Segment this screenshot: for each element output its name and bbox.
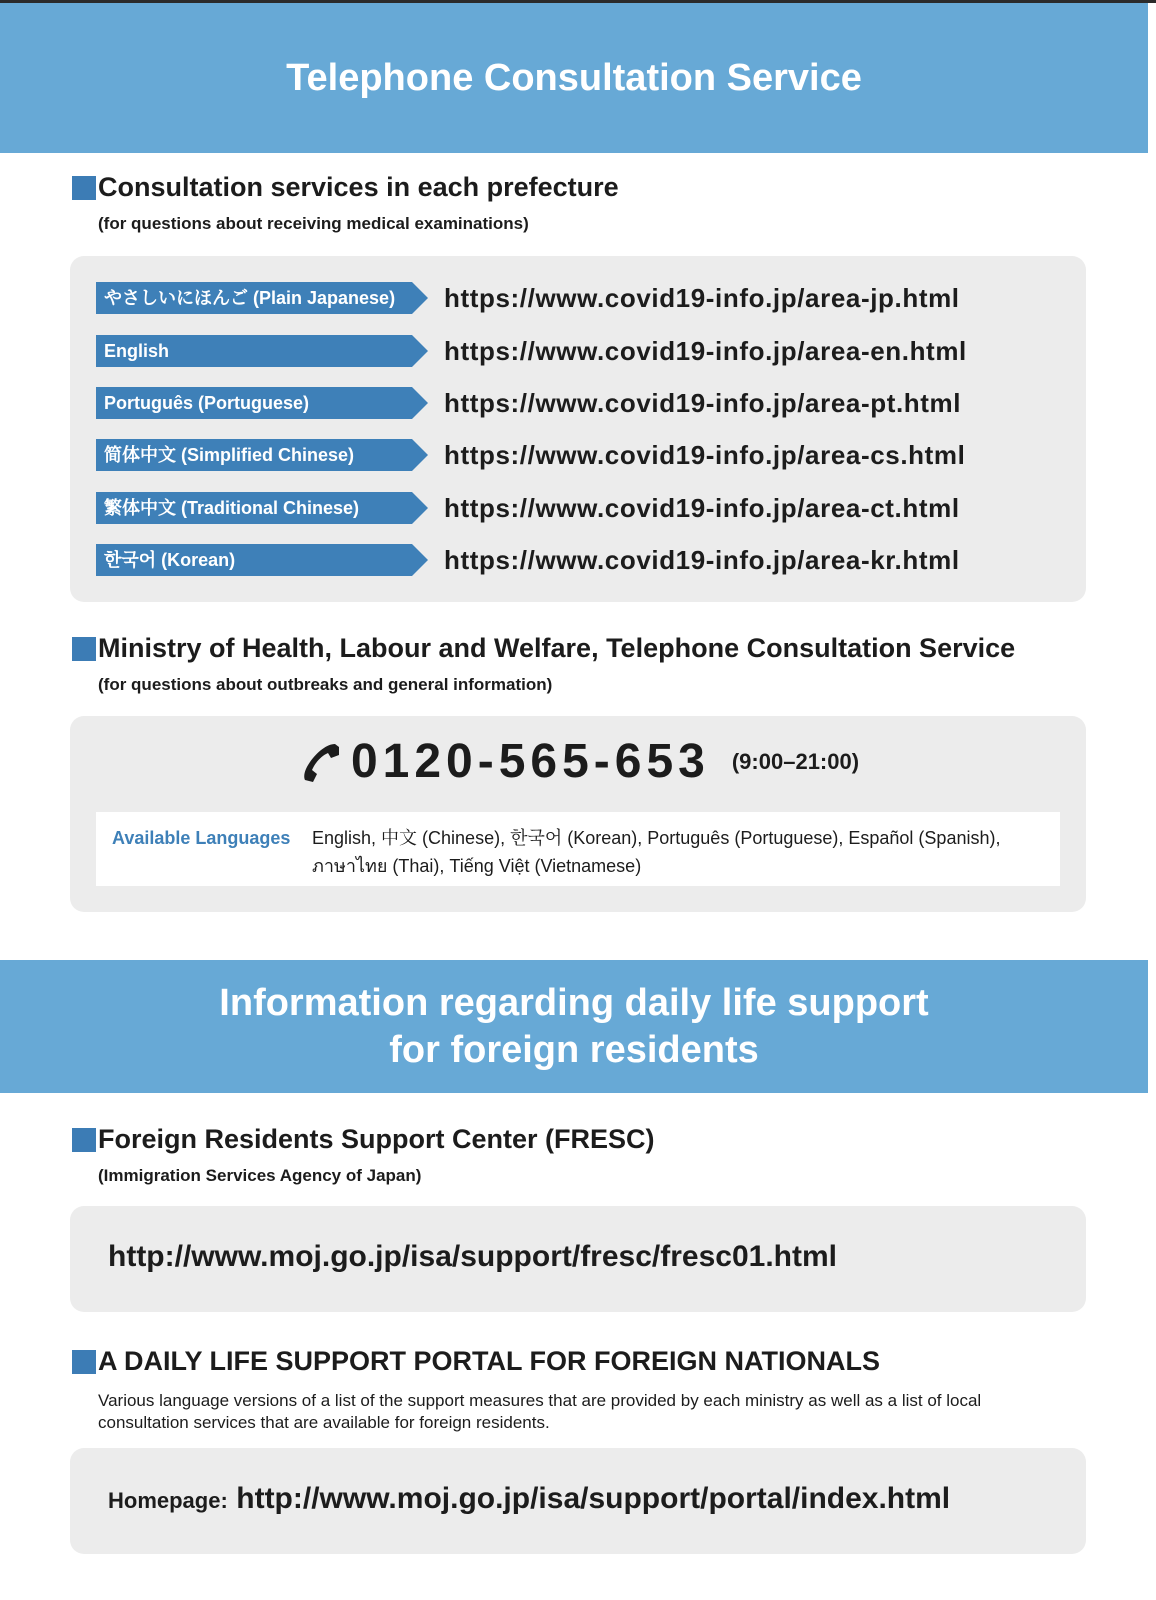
prefecture-heading-text: Consultation services in each prefecture [98,172,619,202]
language-tag: やさしいにほんご (Plain Japanese) [96,282,412,314]
available-languages-label: Available Languages [112,828,291,848]
phone-icon [297,738,345,786]
portal-heading [72,1346,880,1377]
list-item [96,282,960,314]
ministry-heading [72,633,1015,664]
ministry-heading-text: Ministry of Health, Labour and Welfare, Telephone Consultation Service [98,633,1016,663]
fresc-subheading: (Immigration Services Agency of Japan) [98,1166,422,1185]
banner-daily-life-support [0,960,1148,1093]
banner2-line1: Information regarding daily life support [219,981,929,1024]
language-tag: 繁体中文 (Traditional Chinese) [96,492,412,524]
portal-description: Various language versions of a list of the support measures that are provided by each ministry as well as a list of local consultation services that are available for foreign residents. [98,1391,982,1432]
homepage-label: Homepage: [108,1488,228,1513]
available-languages-text [312,824,1000,874]
fresc-heading [72,1124,655,1155]
banner-telephone-consultation [0,3,1148,153]
languages-line-1: English, 中文 (Chinese), 한국어 (Korean), Português (Portuguese), Español (Spanish), [312,828,1001,848]
homepage-line [108,1482,950,1516]
list-item [96,492,960,524]
prefecture-link-cs[interactable]: https://www.covid19-info.jp/area-cs.html [444,439,966,470]
banner2-line2: for foreign residents [389,1028,759,1071]
fresc-heading-text: Foreign Residents Support Center (FRESC) [98,1124,655,1154]
prefecture-link-pt[interactable]: https://www.covid19-info.jp/area-pt.html [444,387,962,418]
ministry-subheading: (for questions about outbreaks and general information) [98,675,553,694]
square-bullet-icon [72,176,96,200]
prefecture-subheading: (for questions about receiving medical examinations) [98,214,529,233]
prefecture-links-box [70,256,1086,602]
square-bullet-icon [72,1350,96,1374]
portal-homepage-link[interactable]: http://www.moj.go.jp/isa/support/portal/index.html [236,1482,951,1515]
fresc-link-box [70,1206,1086,1312]
prefecture-link-en[interactable]: https://www.covid19-info.jp/area-en.html [444,335,967,366]
ministry-phone-box [70,716,1086,912]
fresc-link[interactable]: http://www.moj.go.jp/isa/support/fresc/fresc01.html [108,1240,837,1273]
list-item [96,439,965,471]
square-bullet-icon [72,1128,96,1152]
language-tag: 한국어 (Korean) [96,544,412,576]
available-languages-panel [96,812,1060,886]
banner-title: Telephone Consultation Service [286,56,862,99]
phone-number[interactable]: 0120-565-653 [350,735,710,788]
prefecture-heading [72,172,619,203]
phone-line [70,734,1086,789]
language-tag: 简体中文 (Simplified Chinese) [96,439,412,471]
list-item [96,387,961,419]
square-bullet-icon [72,637,96,661]
language-tag: Português (Portuguese) [96,387,412,419]
prefecture-link-ct[interactable]: https://www.covid19-info.jp/area-ct.html [444,492,960,523]
prefecture-link-kr[interactable]: https://www.covid19-info.jp/area-kr.html [444,544,960,575]
phone-hours: (9:00–21:00) [731,748,860,774]
list-item [96,335,967,367]
portal-heading-text: A DAILY LIFE SUPPORT PORTAL FOR FOREIGN NATIONALS [98,1346,881,1376]
language-tag: English [96,335,412,367]
languages-line-2: ภาษาไทย (Thai), Tiếng Việt (Vietnamese) [312,856,642,876]
list-item [96,544,960,576]
prefecture-link-jp[interactable]: https://www.covid19-info.jp/area-jp.html [444,282,960,313]
portal-link-box [70,1448,1086,1554]
